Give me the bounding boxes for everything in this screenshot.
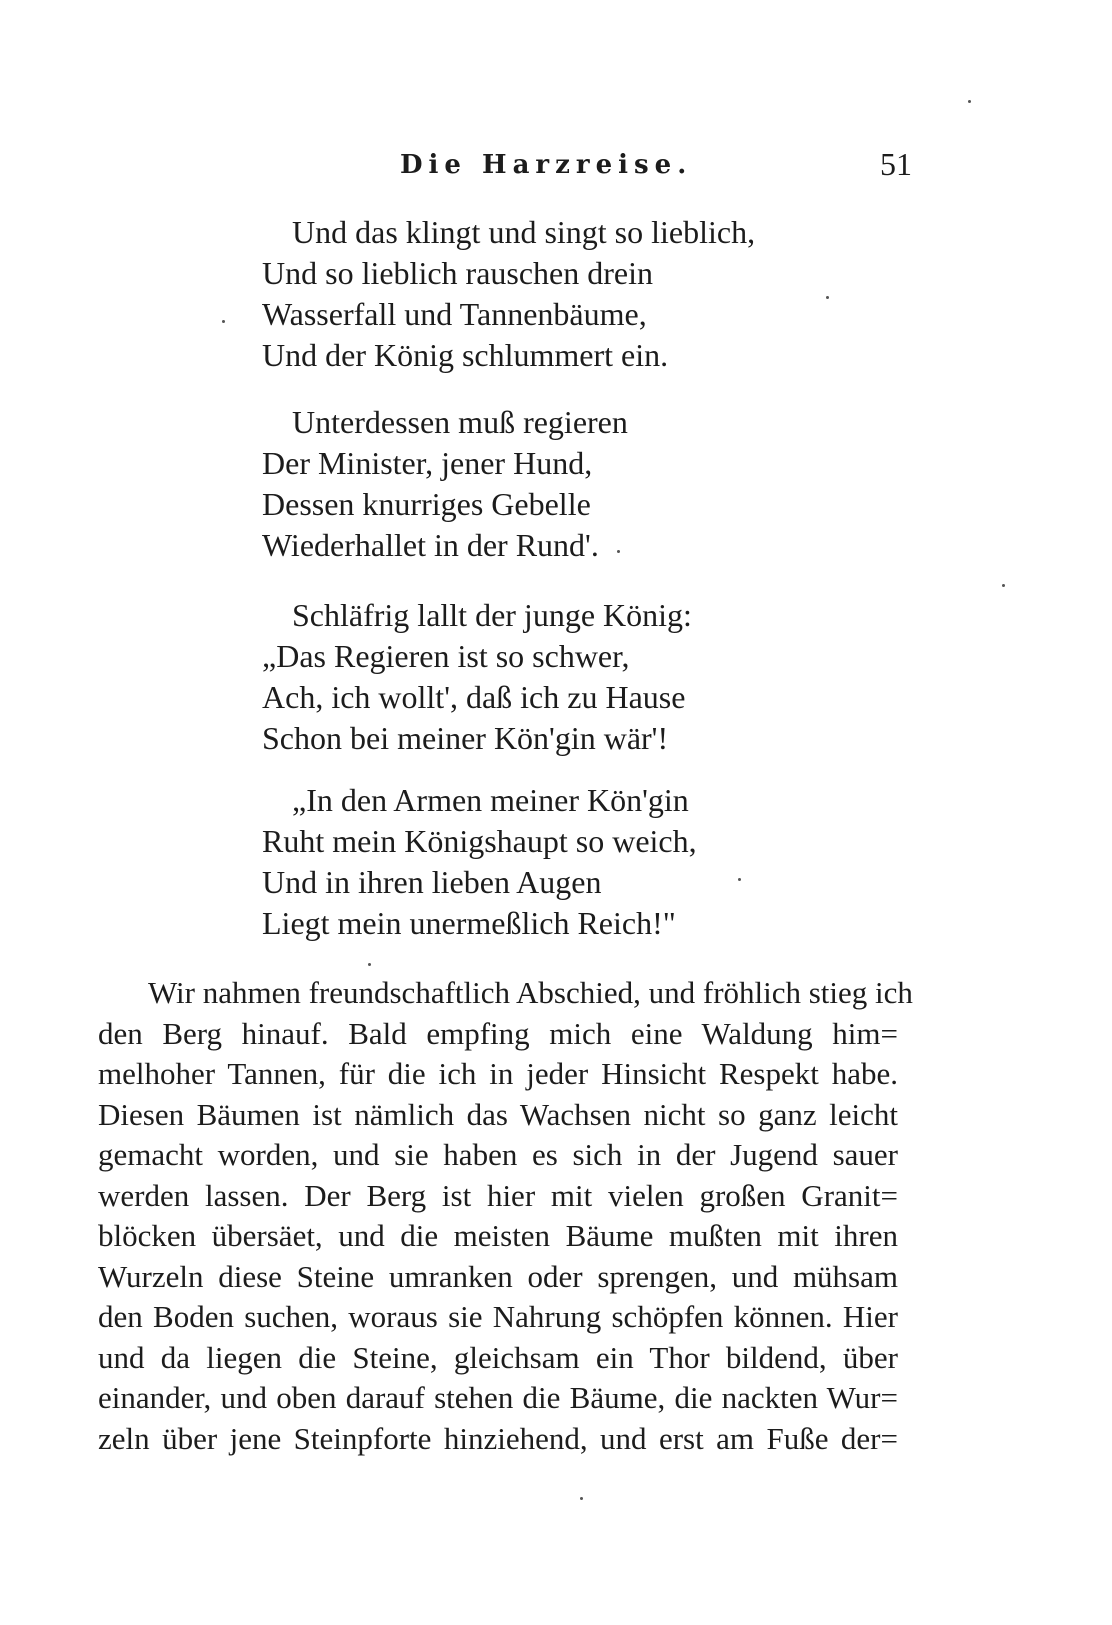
prose-line: Wurzeln diese Steine umranken oder sprengen, und mühsam	[98, 1258, 898, 1294]
verse-line: Und der König schlummert ein.	[262, 337, 669, 373]
paper-speck	[580, 1497, 583, 1500]
verse-line: „In den Armen meiner Kön'gin	[292, 782, 689, 818]
paper-speck	[968, 100, 971, 103]
prose-line: einander, und oben darauf stehen die Bäume, die nackten Wur=	[98, 1380, 898, 1415]
prose-paragraph	[98, 973, 913, 1459]
verse-line: Und das klingt und singt so lieblich,	[292, 214, 756, 250]
verse-line: Dessen knurriges Gebelle	[262, 486, 591, 522]
verse-line: Wasserfall und Tannenbäume,	[262, 296, 647, 332]
paper-speck	[826, 296, 829, 299]
prose-line: den Boden suchen, woraus sie Nahrung schöpfen können. Hier	[98, 1299, 898, 1334]
prose-line: den Berg hinauf. Bald empfing mich eine Waldung him=	[98, 1015, 898, 1051]
stanza-4	[262, 780, 697, 944]
verse-line: Und in ihren lieben Augen	[262, 864, 602, 900]
verse-line: „Das Regieren ist so schwer,	[262, 638, 630, 674]
paper-speck	[617, 550, 620, 553]
prose-line: werden lassen. Der Berg ist hier mit vielen großen Granit=	[98, 1177, 898, 1213]
verse-line: Schläfrig lallt der junge König:	[292, 597, 692, 633]
paper-speck	[368, 963, 371, 966]
verse-line: Und so lieblich rauschen drein	[262, 255, 653, 291]
paper-speck	[222, 320, 225, 323]
prose-line: Wir nahmen freundschaftlich Abschied, und fröhlich stieg ich	[148, 975, 913, 1010]
prose-line: Diesen Bäumen ist nämlich das Wachsen nicht so ganz leicht	[98, 1096, 898, 1132]
stanza-3	[262, 595, 692, 759]
page-number: 51	[880, 146, 912, 182]
prose-line: und da liegen die Steine, gleichsam ein Thor bildend, über	[98, 1339, 898, 1375]
verse-line: Ach, ich wollt', daß ich zu Hause	[262, 679, 686, 715]
verse-line: Liegt mein unermeßlich Reich!"	[262, 905, 676, 941]
running-title: Die Harzreise.	[400, 150, 693, 180]
prose-line: melhoher Tannen, für die ich in jeder Hinsicht Respekt habe.	[98, 1056, 898, 1091]
verse-line: Ruht mein Königshaupt so weich,	[262, 823, 697, 859]
verse-line: Wiederhallet in der Rund'.	[262, 527, 599, 563]
verse-line: Schon bei meiner Kön'gin wär'!	[262, 720, 669, 756]
prose-line: blöcken übersäet, und die meisten Bäume mußten mit ihren	[98, 1218, 898, 1253]
verse-line: Der Minister, jener Hund,	[262, 445, 593, 481]
paper-speck	[738, 878, 741, 881]
stanza-2	[262, 402, 628, 566]
prose-line: gemacht worden, und sie haben es sich in der Jugend sauer	[98, 1137, 898, 1172]
paper-speck	[1002, 584, 1005, 587]
verse-line: Unterdessen muß regieren	[292, 404, 628, 440]
prose-line: zeln über jene Steinpforte hinziehend, und erst am Fuße der=	[98, 1420, 898, 1456]
stanza-1	[262, 212, 755, 376]
